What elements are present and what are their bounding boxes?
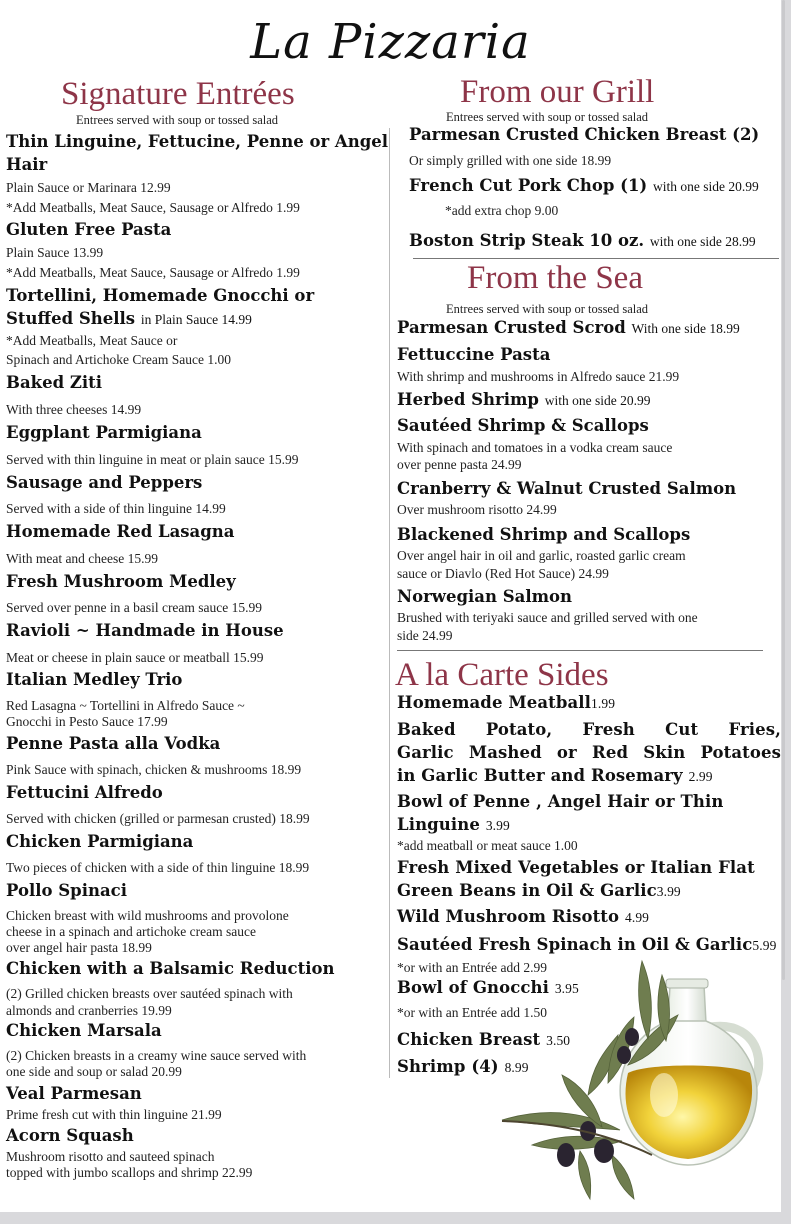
section-rule bbox=[413, 258, 779, 259]
menu-item-row bbox=[409, 230, 756, 253]
menu-item-name: Herbed Shrimp bbox=[397, 390, 539, 409]
menu-item-price: with one side 28.99 bbox=[649, 234, 756, 249]
menu-item-price: with one side 20.99 bbox=[544, 393, 651, 408]
column-divider bbox=[389, 128, 390, 1078]
scrollbar[interactable] bbox=[782, 0, 785, 980]
section-rule bbox=[397, 650, 763, 651]
menu-item-desc: Red Lasagna ~ Tortellini in Alfredo Sauce ~ bbox=[6, 698, 245, 713]
menu-item-name: Fettuccine Pasta bbox=[397, 345, 551, 364]
signature-note: Entrees served with soup or tossed salad bbox=[76, 113, 279, 127]
menu-item-desc: With shrimp and mushrooms in Alfredo sauce 21.99 bbox=[397, 369, 680, 384]
menu-item-name: Thin Linguine, Fettucine, Penne or Angel bbox=[6, 132, 389, 151]
menu-item-name: Homemade Red Lasagna bbox=[6, 522, 235, 541]
menu-item-price: With one side 18.99 bbox=[631, 321, 740, 336]
menu-item-desc: Over angel hair in oil and garlic, roasted garlic cream bbox=[397, 548, 686, 563]
menu-item-name: Chicken Marsala bbox=[6, 1021, 162, 1040]
menu-item-desc: With spinach and tomatoes in a vodka cream sauce bbox=[397, 440, 673, 455]
menu-item-price: in Plain Sauce 14.99 bbox=[140, 312, 252, 327]
menu-item-desc: cheese in a spinach and artichoke cream sauce bbox=[6, 924, 256, 939]
menu-item-desc: *Add Meatballs, Meat Sauce or bbox=[6, 333, 178, 348]
menu-item-name: Boston Strip Steak 10 oz. bbox=[409, 231, 645, 250]
menu-item-row bbox=[397, 814, 510, 837]
menu-item-name: Norwegian Salmon bbox=[397, 587, 573, 606]
menu-item-name: Blackened Shrimp and Scallops bbox=[397, 525, 691, 544]
menu-item-desc: Two pieces of chicken with a side of thin linguine 18.99 bbox=[6, 860, 310, 875]
menu-item-name: Chicken with a Balsamic Reduction bbox=[6, 959, 335, 978]
menu-item-desc: topped with jumbo scallops and shrimp 22.99 bbox=[6, 1165, 253, 1180]
menu-item-desc: Mushroom risotto and sauteed spinach bbox=[6, 1149, 215, 1164]
menu-item-name: Ravioli ~ Handmade in House bbox=[6, 621, 284, 640]
menu-item-desc: Prime fresh cut with thin linguine 21.99 bbox=[6, 1107, 222, 1122]
menu-item-desc: almonds and cranberries 19.99 bbox=[6, 1003, 172, 1018]
menu-item-price: 1.99 bbox=[591, 696, 616, 711]
menu-item-desc: Served with a side of thin linguine 14.99 bbox=[6, 501, 226, 516]
menu-item-desc: Spinach and Artichoke Cream Sauce 1.00 bbox=[6, 352, 231, 367]
menu-item-desc: *add extra chop 9.00 bbox=[445, 203, 559, 218]
menu-item-desc: With meat and cheese 15.99 bbox=[6, 551, 159, 566]
menu-item-row bbox=[397, 880, 681, 903]
menu-item-name: Linguine bbox=[397, 815, 480, 834]
menu-item-name: French Cut Pork Chop (1) bbox=[409, 176, 648, 195]
menu-item-name: Baked Ziti bbox=[6, 373, 103, 392]
menu-item-name: Gluten Free Pasta bbox=[6, 220, 172, 239]
menu-item-row bbox=[409, 175, 759, 198]
menu-item-name: Wild Mushroom Risotto bbox=[397, 907, 620, 926]
menu-item-name: Eggplant Parmigiana bbox=[6, 423, 202, 442]
menu-item-name: Bowl of Penne , Angel Hair or Thin bbox=[397, 792, 724, 811]
menu-item-desc: Plain Sauce 13.99 bbox=[6, 245, 104, 260]
sea-note: Entrees served with soup or tossed salad bbox=[446, 302, 649, 316]
grill-note: Entrees served with soup or tossed salad bbox=[446, 110, 649, 124]
menu-item-price: 3.50 bbox=[546, 1033, 571, 1048]
menu-item-name: in Garlic Butter and Rosemary bbox=[397, 766, 683, 785]
menu-item-name: Baked Potato, Fresh Cut Fries, bbox=[397, 720, 781, 739]
menu-item-price: 3.99 bbox=[656, 884, 681, 899]
menu-item-name: Penne Pasta alla Vodka bbox=[6, 734, 221, 753]
menu-item-desc: Served over penne in a basil cream sauce 15.99 bbox=[6, 600, 263, 615]
menu-item-name: Homemade Meatball bbox=[397, 693, 592, 712]
menu-item-name: Stuffed Shells bbox=[6, 309, 136, 328]
menu-item-desc: Or simply grilled with one side 18.99 bbox=[409, 153, 612, 168]
menu-item-name: Shrimp (4) bbox=[397, 1057, 499, 1076]
menu-item-name: Parmesan Crusted Scrod bbox=[397, 318, 626, 337]
menu-item-name: Fettucini Alfredo bbox=[6, 783, 163, 802]
menu-item-desc: Gnocchi in Pesto Sauce 17.99 bbox=[6, 714, 168, 729]
menu-item-name: Parmesan Crusted Chicken Breast (2) bbox=[409, 125, 760, 144]
menu-item-name: Fresh Mixed Vegetables or Italian Flat bbox=[397, 858, 755, 877]
menu-item-name: Italian Medley Trio bbox=[6, 670, 183, 689]
menu-item-desc: Over mushroom risotto 24.99 bbox=[397, 502, 557, 517]
menu-item-row bbox=[397, 934, 776, 957]
menu-item-desc: Pink Sauce with spinach, chicken & mushrooms 18.99 bbox=[6, 762, 302, 777]
olive-oil-bottle-with-olive-branch-icon bbox=[492, 955, 781, 1205]
menu-item-row bbox=[397, 906, 649, 929]
signature-heading: Signature Entrées bbox=[61, 76, 295, 112]
menu-item-desc: Chicken breast with wild mushrooms and provolone bbox=[6, 908, 289, 923]
menu-item-desc: (2) Grilled chicken breasts over sautéed spinach with bbox=[6, 986, 293, 1001]
menu-item-desc: *add meatball or meat sauce 1.00 bbox=[397, 838, 578, 853]
menu-item-price: 3.95 bbox=[554, 981, 579, 996]
menu-item-desc: Plain Sauce or Marinara 12.99 bbox=[6, 180, 171, 195]
menu-item-desc: Served with chicken (grilled or parmesan crusted) 18.99 bbox=[6, 811, 310, 826]
menu-item-name: Sautéed Fresh Spinach in Oil & Garlic bbox=[397, 935, 753, 954]
menu-item-name: Tortellini, Homemade Gnocchi or bbox=[6, 286, 315, 305]
menu-item-desc: Served with thin linguine in meat or plain sauce 15.99 bbox=[6, 452, 299, 467]
menu-item-desc: With three cheeses 14.99 bbox=[6, 402, 142, 417]
menu-item-name: Bowl of Gnocchi bbox=[397, 978, 549, 997]
menu-item-price: 2.99 bbox=[688, 769, 713, 784]
menu-item-desc: *or with an Entrée add 2.99 bbox=[397, 960, 547, 975]
menu-item-name: Green Beans in Oil & Garlic bbox=[397, 881, 657, 900]
menu-item-row bbox=[397, 692, 615, 715]
menu-item-desc: one side and soup or salad 20.99 bbox=[6, 1064, 182, 1079]
menu-item-desc: over angel hair pasta 18.99 bbox=[6, 940, 152, 955]
menu-item-price: 4.99 bbox=[625, 910, 650, 925]
menu-item-name: Fresh Mushroom Medley bbox=[6, 572, 236, 591]
menu-item-name: Veal Parmesan bbox=[6, 1084, 142, 1103]
restaurant-title: La Pizzaria bbox=[250, 14, 531, 70]
menu-item-desc: *or with an Entrée add 1.50 bbox=[397, 1005, 547, 1020]
menu-item-name: Chicken Breast bbox=[397, 1030, 541, 1049]
menu-item-price: 5.99 bbox=[752, 938, 777, 953]
menu-item-row bbox=[397, 765, 713, 788]
menu-item-price: 3.99 bbox=[485, 818, 510, 833]
menu-item-name: Pollo Spinaci bbox=[6, 881, 127, 900]
menu-item-name: Garlic Mashed or Red Skin Potatoes bbox=[397, 743, 781, 762]
menu-item-name: Sausage and Peppers bbox=[6, 473, 203, 492]
menu-item-desc: side 24.99 bbox=[397, 628, 453, 643]
menu-item-price: 8.99 bbox=[504, 1060, 529, 1075]
menu-item-name: Chicken Parmigiana bbox=[6, 832, 194, 851]
menu-item-row bbox=[397, 317, 740, 340]
menu-item-desc: *Add Meatballs, Meat Sauce, Sausage or Alfredo 1.99 bbox=[6, 200, 300, 215]
menu-item-row bbox=[397, 389, 650, 412]
menu-item-desc: Meat or cheese in plain sauce or meatball 15.99 bbox=[6, 650, 264, 665]
menu-item-price: with one side 20.99 bbox=[653, 179, 759, 194]
menu-item-desc: sauce or Diavlo (Red Hot Sauce) 24.99 bbox=[397, 566, 609, 581]
menu-item-name: Hair bbox=[6, 155, 48, 174]
menu-item-name-line2 bbox=[6, 308, 252, 331]
menu-item-name: Sautéed Shrimp & Scallops bbox=[397, 416, 649, 435]
menu-item-desc: Brushed with teriyaki sauce and grilled served with one bbox=[397, 610, 698, 625]
menu-item-desc: *Add Meatballs, Meat Sauce, Sausage or Alfredo 1.99 bbox=[6, 265, 300, 280]
sides-heading: A la Carte Sides bbox=[395, 657, 609, 693]
menu-item-name: Cranberry & Walnut Crusted Salmon bbox=[397, 479, 737, 498]
sea-heading: From the Sea bbox=[467, 260, 643, 296]
menu-item-name: Acorn Squash bbox=[6, 1126, 134, 1145]
grill-heading: From our Grill bbox=[460, 74, 655, 110]
menu-item-desc: (2) Chicken breasts in a creamy wine sauce served with bbox=[6, 1048, 307, 1063]
menu-item-desc: over penne pasta 24.99 bbox=[397, 457, 522, 472]
